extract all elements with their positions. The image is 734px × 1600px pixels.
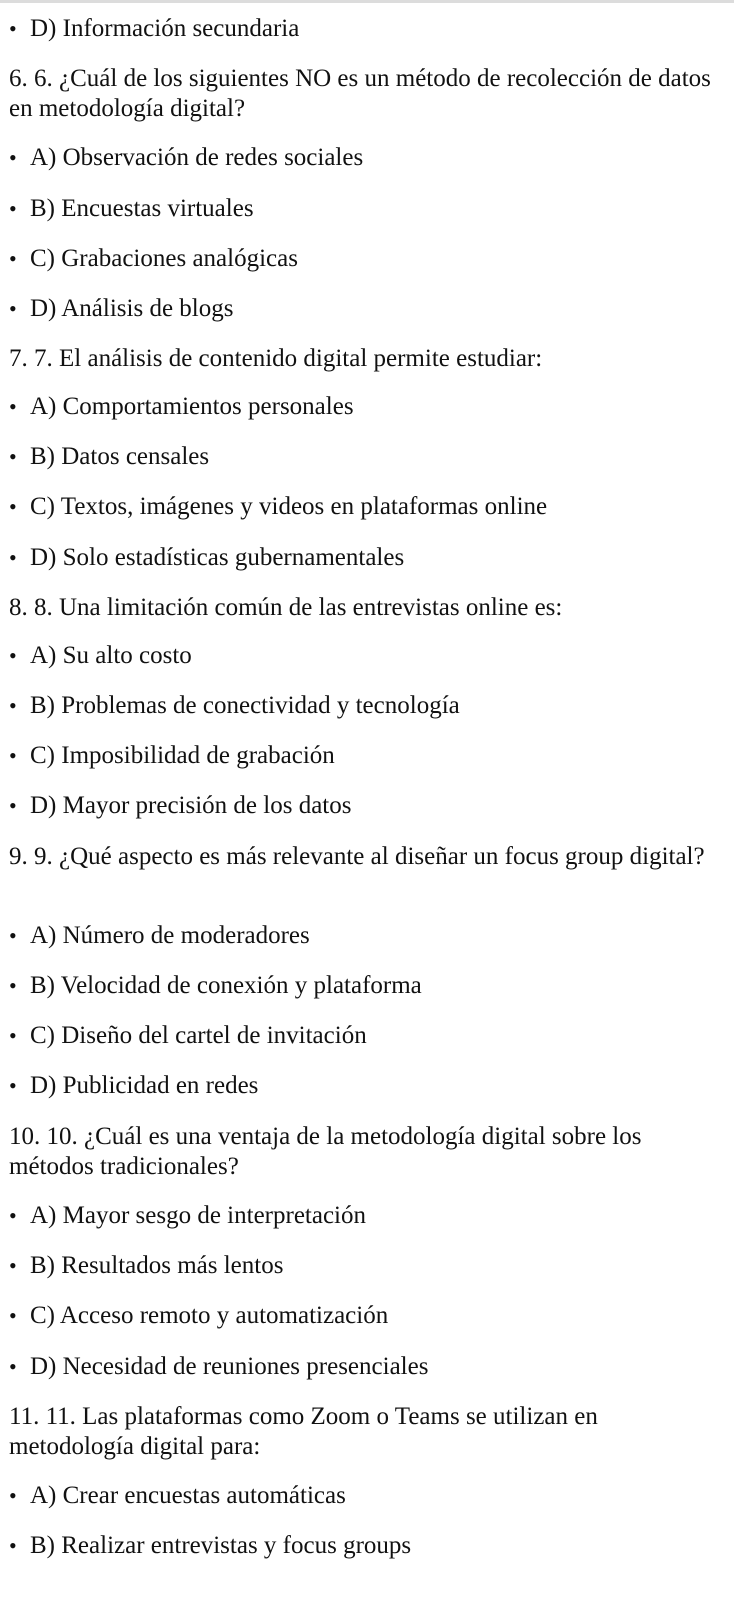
option-item: •C) Grabaciones analógicas [9,244,298,274]
bullet-icon [9,1301,30,1331]
bullet-icon [9,543,30,573]
bullet-icon [9,741,30,771]
option-item: •C) Acceso remoto y automatización [9,1301,388,1331]
bullet-icon [9,1021,30,1051]
option-item: •A) Mayor sesgo de interpretación [9,1201,366,1231]
option-item: •B) Encuestas virtuales [9,194,254,224]
bullet-icon [9,442,30,472]
option-item: •B) Velocidad de conexión y plataforma [9,971,422,1001]
option-item: •C) Textos, imágenes y videos en plataformas online [9,492,547,522]
bullet-icon [9,691,30,721]
bullet-icon [9,194,30,224]
bullet-icon [9,1071,30,1101]
option-item: •A) Su alto costo [9,641,192,671]
bullet-icon [9,294,30,324]
bullet-icon [9,492,30,522]
option-item: •B) Realizar entrevistas y focus groups [9,1531,411,1561]
option-item: •A) Comportamientos personales [9,392,354,422]
bullet-icon [9,641,30,671]
bullet-icon [9,921,30,951]
question-7: 7. 7. El análisis de contenido digital permite estudiar: [9,345,543,372]
option-item: •A) Número de moderadores [9,921,310,951]
option-item: •A) Crear encuestas automáticas [9,1481,346,1511]
question-10: 10. 10. ¿Cuál es una ventaja de la metodología digital sobre los métodos tradicionales? [9,1123,642,1180]
option-item: •A) Observación de redes sociales [9,143,363,173]
bullet-icon [9,1201,30,1231]
option-item: •D) Mayor precisión de los datos [9,791,351,821]
bullet-icon [9,1531,30,1561]
bullet-icon [9,14,30,44]
bullet-icon [9,1352,30,1382]
option-item: •D) Información secundaria [9,14,299,44]
question-6: 6. 6. ¿Cuál de los siguientes NO es un método de recolección de datos en metodología digital? [9,65,711,122]
option-item: •B) Datos censales [9,442,209,472]
top-divider [0,0,734,3]
question-9: 9. 9. ¿Qué aspecto es más relevante al diseñar un focus group digital? [9,843,705,870]
bullet-icon [9,244,30,274]
option-item: •D) Análisis de blogs [9,294,233,324]
question-8: 8. 8. Una limitación común de las entrevistas online es: [9,594,563,621]
bullet-icon [9,791,30,821]
option-item: •D) Necesidad de reuniones presenciales [9,1352,428,1382]
bullet-icon [9,1481,30,1511]
option-item: •B) Problemas de conectividad y tecnología [9,691,460,721]
bullet-icon [9,971,30,1001]
option-item: •D) Solo estadísticas gubernamentales [9,543,404,573]
option-item: •C) Imposibilidad de grabación [9,741,335,771]
option-item: •B) Resultados más lentos [9,1251,283,1281]
bullet-icon [9,143,30,173]
question-11: 11. 11. Las plataformas como Zoom o Teams se utilizan en metodología digital para: [9,1403,598,1460]
bullet-icon [9,1251,30,1281]
bullet-icon [9,392,30,422]
option-item: •C) Diseño del cartel de invitación [9,1021,367,1051]
option-item: •D) Publicidad en redes [9,1071,258,1101]
